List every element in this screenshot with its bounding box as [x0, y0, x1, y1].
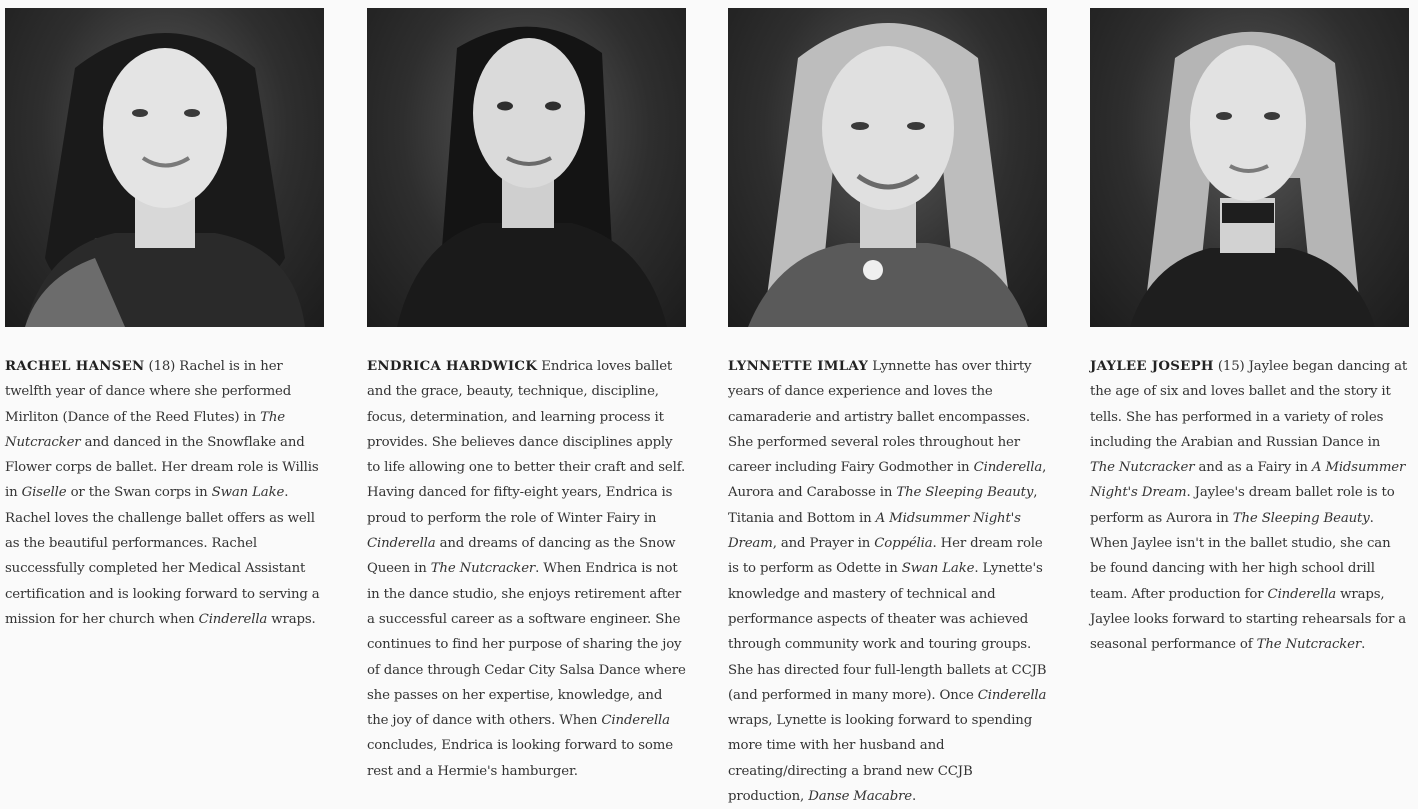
bio-text-run: wraps, Jaylee looks forward to starting rehearsals for a seasonal performance of: [1090, 586, 1407, 653]
bio-text-run: . Lynette's knowledge and mastery of technical and performance aspects of theater was achieved through community work and touring groups. She has directed four full-length ballets at CCJB (and performed in many more). Once: [728, 561, 1047, 703]
portrait-photo: [728, 8, 1047, 327]
bio-text-run: or the Swan corps in: [66, 485, 212, 501]
bio-text-run: . Rachel loves the challenge ballet offers as well as the beautiful performances. Rachel successfully completed her Medical Assistant certification and is looking forward to serving a mission for her church when: [5, 485, 320, 627]
bio-text-run: wraps, Lynette is looking forward to spending more time with her husband and creating/directing a brand new CCJB production,: [728, 713, 1033, 805]
bio-text-run: . Her dream role is to perform as Odette in: [728, 536, 1043, 577]
cast-bio-text: [5, 359, 320, 627]
portrait-illustration: [728, 8, 1047, 327]
bio-title-italic: Cinderella: [601, 713, 670, 729]
bio-text-run: concludes, Endrica is looking forward to some rest and a Hermie's hamburger.: [367, 738, 673, 779]
bio-text-run: .: [1361, 637, 1366, 653]
bio-text-run: . Jaylee's dream ballet role is to perform as Aurora in: [1090, 485, 1395, 526]
bio-title-italic: Swan Lake: [211, 485, 285, 501]
bio-title-italic: Coppélia: [874, 536, 933, 552]
cast-card-jaylee-joseph: [1090, 8, 1409, 658]
portrait-illustration: [367, 8, 686, 327]
bio-text-run: Lynnette has over thirty years of dance experience and loves the camaraderie and artistry ballet encompasses. She performed several roles throughout her career including Fairy Godmother in: [728, 359, 1032, 476]
bio-title-italic: Swan Lake: [901, 561, 975, 577]
bio-text-run: , Titania and Bottom in: [728, 485, 1038, 526]
bio-text-run: and dreams of dancing as the Snow Queen in: [367, 536, 676, 577]
bio-text-run: , Aurora and Carabosse in: [728, 460, 1047, 501]
cast-bio-text: [1090, 359, 1407, 652]
bio-title-italic: Cinderella: [198, 611, 268, 627]
bio-title-italic: The Nutcracker: [5, 409, 285, 450]
bio-title-italic: A Midsummer Night's Dream: [1090, 460, 1406, 501]
bio-title-italic: The Sleeping Beauty: [1232, 510, 1370, 526]
cast-bio-text: [728, 359, 1046, 804]
portrait-photo: [1090, 8, 1409, 327]
portrait-illustration: [5, 8, 324, 327]
bio-title-italic: The Sleeping Beauty: [896, 485, 1034, 501]
bio-text-run: Endrica loves ballet and the grace, beauty, technique, discipline, focus, determination, and learning process it provides. She believes dance disciplines apply to life allowing one to better their craft and self. Having danced for fifty-eight years, Endrica is proud to perform the role of Winter Fairy in: [367, 359, 686, 526]
bio-text-run: and danced in the Snowflake and Flower corps de ballet. Her dream role is Willis in: [5, 434, 319, 501]
bio-title-italic: Cinderella: [973, 460, 1043, 476]
bio-text-run: (18) Rachel is in her twelfth year of dance where she performed Mirliton (Dance of the Reed Flutes) in: [5, 359, 292, 425]
bio-title-italic: The Nutcracker: [430, 561, 536, 577]
cast-card-lynnette-imlay: [728, 8, 1047, 809]
bio-text-run: , and Prayer in: [772, 536, 875, 552]
bio-title-italic: Giselle: [21, 485, 67, 501]
bio-text-run: (15) Jaylee began dancing at the age of six and loves ballet and the story it tells. She has performed in a variety of roles including the Arabian and Russian Dance in: [1090, 359, 1408, 450]
bio-title-italic: Cinderella: [367, 536, 436, 552]
bio-title-italic: The Nutcracker: [1090, 460, 1195, 476]
portrait-photo: [367, 8, 686, 327]
cast-bio: [728, 354, 1047, 809]
cast-name: JAYLEE JOSEPH: [1090, 359, 1214, 374]
bio-title-italic: A Midsummer Night's Dream: [728, 510, 1021, 552]
bio-title-italic: Cinderella: [1267, 586, 1337, 602]
portrait-photo: [5, 8, 324, 327]
cast-card-rachel-hansen: [5, 8, 324, 632]
bio-title-italic: Cinderella: [977, 687, 1047, 703]
cast-name: RACHEL HANSEN: [5, 359, 145, 374]
bio-text-run: and as a Fairy in: [1194, 460, 1312, 476]
cast-bio: [367, 354, 686, 784]
cast-name: ENDRICA HARDWICK: [367, 359, 538, 374]
cast-bio-text: [367, 359, 686, 779]
cast-name: LYNNETTE IMLAY: [728, 359, 869, 374]
cast-card-endrica-hardwick: [367, 8, 686, 784]
bio-text-run: .: [912, 789, 917, 805]
bio-text-run: wraps.: [267, 611, 316, 627]
cast-bio: [1090, 354, 1409, 658]
portrait-illustration: [1090, 8, 1409, 327]
bio-title-italic: The Nutcracker: [1256, 637, 1362, 653]
bio-text-run: . When Endrica is not in the dance studio, she enjoys retirement after a successful career as a software engineer. She continues to find her purpose of sharing the joy of dance through Cedar City Salsa Dance where she passes on her expertise, knowledge, and the joy of dance with others. When: [367, 561, 686, 729]
bio-text-run: . When Jaylee isn't in the ballet studio, she can be found dancing with her high school drill team. After production for: [1090, 510, 1391, 602]
bio-title-italic: Danse Macabre: [808, 789, 912, 805]
cast-bio: [5, 354, 324, 632]
